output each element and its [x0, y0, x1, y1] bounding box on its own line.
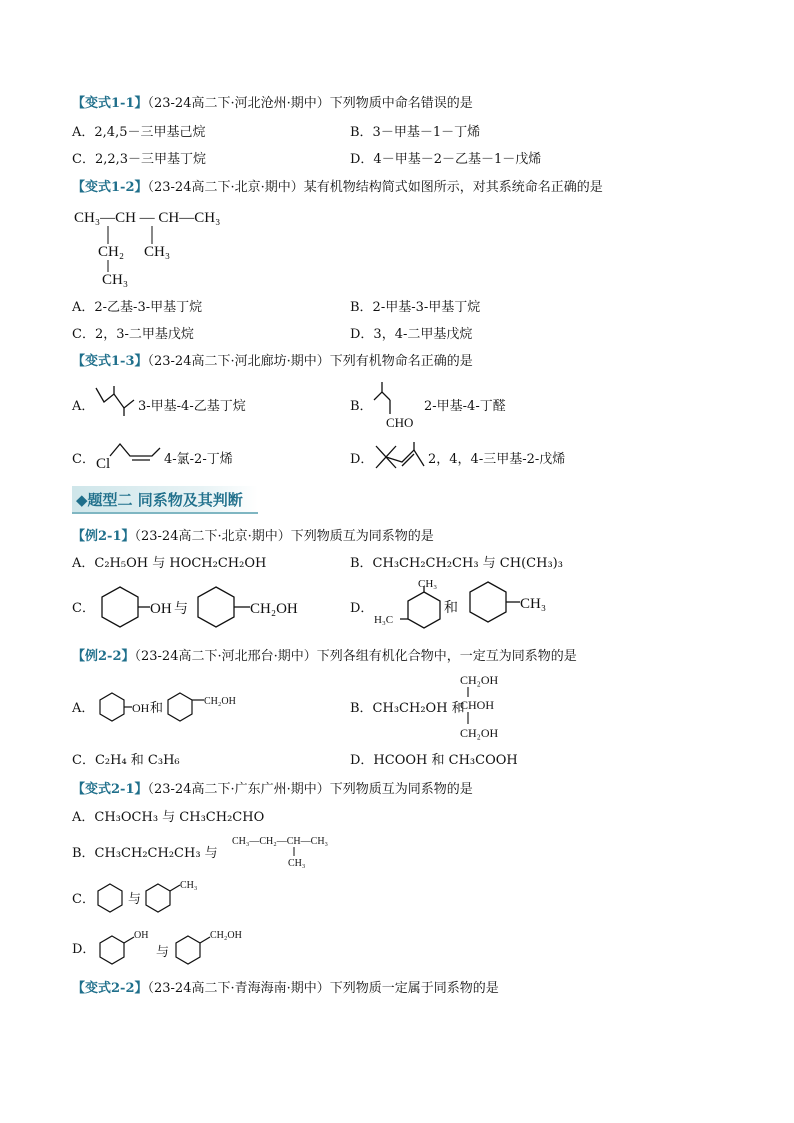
benzene-ring-icon [408, 592, 440, 628]
question-tag: 【变式1-3】 [72, 354, 148, 369]
option-c: C．2，3-二甲基戊烷 [72, 327, 194, 342]
skeletal-structure-a [94, 384, 138, 418]
option-d-letter: D． [350, 452, 374, 467]
ch2oh-bottom: CH₂OH [460, 726, 499, 740]
option-a: A．CH₃OCH₃ 与 CH₃CH₂CHO [72, 810, 265, 825]
benzene-ring-icon [470, 582, 506, 622]
ch2oh-top: CH₂OH [460, 673, 499, 687]
benzene-ring-icon [100, 693, 124, 721]
question-2-2-variant [72, 980, 499, 998]
option-d: D．3，4-二甲基戊烷 [350, 327, 473, 342]
option-a: A．C₂H₅OH 与 HOCH₂CH₂OH [72, 556, 267, 571]
ch2oh-group: CH₂OH [204, 696, 236, 707]
question-tag: 【变式1-1】 [72, 96, 148, 111]
option-d: D．4－甲基－2－乙基－1－戊烯 [350, 152, 542, 167]
option-d-letter: D． [350, 601, 374, 616]
branch-ch3: CH₃ [144, 244, 171, 260]
choh-mid: CHOH [460, 698, 495, 712]
question-text: （23-24高二下·北京·期中）某有机物结构简式如图所示，对其系统命名正确的是 [147, 180, 603, 195]
option-c: C．C₂H₄ 和 C₃H₆ [72, 753, 180, 768]
option-b-name: 2-甲基-4-丁醛 [424, 399, 506, 414]
option-d-letter: D． [72, 942, 96, 957]
option-c-letter: C． [72, 601, 95, 616]
benzene-ring-icon [168, 693, 192, 721]
oh-group: OH [134, 930, 149, 941]
ch2oh-group: CH₂OH [210, 930, 242, 941]
option-a-name: 3-甲基-4-乙基丁烷 [138, 399, 246, 414]
section-banner [72, 486, 258, 514]
isobutane-chain-structure [230, 832, 340, 870]
conjunction: 和 [444, 601, 458, 616]
option-b: B．3－甲基－1－丁烯 [350, 125, 481, 140]
ch3-top: CH₃ [418, 578, 438, 590]
structure-c [94, 880, 204, 916]
option-c: C．2,2,3－三甲基丁烷 [72, 152, 207, 167]
skeletal-structure-d [372, 440, 428, 474]
structure-a [94, 690, 254, 724]
question-2-1 [72, 528, 434, 546]
conjunction: 与 [156, 944, 170, 959]
option-b: B．CH₃CH₂CH₂CH₃ 与 CH(CH₃)₃ [350, 556, 563, 571]
option-c-name: 4-氯-2-丁烯 [164, 452, 233, 467]
option-a-letter: A． [72, 399, 95, 414]
benzene-ring-icon [102, 587, 138, 627]
question-tag: 【变式1-2】 [72, 180, 148, 195]
question-2-1-variant [72, 781, 473, 799]
option-a: A．2-乙基-3-甲基丁烷 [72, 300, 203, 315]
conjunction: 与 [128, 891, 142, 906]
question-text: （23-24高二下·北京·期中）下列物质互为同系物的是 [134, 529, 434, 544]
question-tag: 【变式2-1】 [72, 782, 148, 797]
glycerol-structure [458, 672, 518, 744]
option-b: B．CH₃CH₂OH 和 [350, 701, 465, 716]
benzene-ring-icon [100, 936, 124, 964]
benzene-ring-icon [198, 587, 234, 627]
ch3-group: CH₃ [180, 880, 198, 891]
main-chain: CH₃—CH — CH—CH₃ [74, 210, 221, 226]
h3c-left: H₃C [374, 614, 394, 626]
oh-group: OH [132, 701, 150, 715]
option-b: B．2-甲基-3-甲基丁烷 [350, 300, 481, 315]
option-a: A．2,4,5－三甲基己烷 [72, 125, 206, 140]
ch3-sub: CH₃ [288, 858, 306, 869]
option-b: B．CH₃CH₂CH₂CH₃ 与 [72, 846, 218, 861]
question-tag: 【例2-2】 [72, 649, 135, 664]
ch2oh-group: CH₂OH [250, 601, 298, 617]
cho-group: CHO [386, 415, 414, 430]
structure-d [372, 578, 562, 636]
branch-ch2: CH₂ [98, 244, 125, 260]
benzene-ring-icon [98, 884, 122, 912]
section-title: ◆题型二 同系物及其判断 [76, 491, 243, 509]
option-d: D．HCOOH 和 CH₃COOH [350, 753, 518, 768]
chain-text: CH₃—CH₂—CH—CH₃ [232, 836, 329, 847]
question-text: （23-24高二下·广东广州·期中）下列物质互为同系物的是 [147, 782, 473, 797]
structure-c [94, 584, 306, 630]
benzene-ring-icon [176, 936, 200, 964]
option-a-letter: A． [72, 701, 95, 716]
skeletal-structure-b [372, 380, 424, 430]
conjunction: 和 [150, 700, 164, 715]
option-c-letter: C． [72, 892, 95, 907]
benzene-ring-icon [146, 884, 170, 912]
question-1-2 [72, 179, 603, 197]
oh-group: OH [150, 601, 172, 617]
question-tag: 【变式2-2】 [72, 981, 148, 996]
option-b-letter: B． [350, 399, 373, 414]
structure-formula [72, 202, 232, 290]
question-1-1 [72, 95, 473, 113]
question-2-2 [72, 648, 577, 666]
question-text: （23-24高二下·河北沧州·期中）下列物质中命名错误的是 [147, 96, 473, 111]
cl-atom: Cl [96, 456, 111, 470]
question-text: （23-24高二下·青海海南·期中）下列物质一定属于同系物的是 [147, 981, 499, 996]
conjunction: 与 [174, 602, 188, 617]
question-tag: 【例2-1】 [72, 529, 135, 544]
skeletal-structure-c [94, 440, 164, 470]
question-text: （23-24高二下·河北邢台·期中）下列各组有机化合物中，一定互为同系物的是 [134, 649, 577, 664]
option-d-name: 2，4，4-三甲基-2-戊烯 [428, 452, 566, 467]
question-text: （23-24高二下·河北廊坊·期中）下列有机物命名正确的是 [147, 354, 473, 369]
option-c-letter: C． [72, 452, 95, 467]
branch-ch3-end: CH₃ [102, 272, 129, 288]
question-1-3 [72, 353, 473, 371]
structure-d [94, 926, 254, 966]
ch3-group: CH₃ [520, 596, 547, 612]
